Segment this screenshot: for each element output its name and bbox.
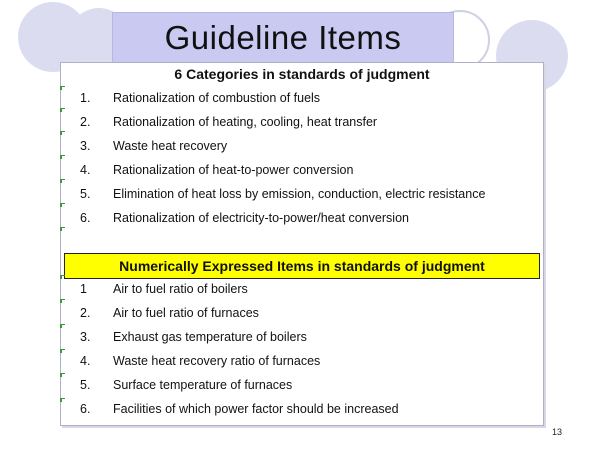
item-number: 4. [80, 163, 91, 177]
list-item [61, 115, 543, 135]
item-text: Rationalization of electricity-to-power/heat conversion [113, 211, 409, 225]
item-number: 3. [80, 330, 91, 344]
title-banner [112, 12, 454, 64]
bullet-tick-icon [60, 86, 65, 90]
list-item [61, 306, 543, 326]
item-text: Air to fuel ratio of furnaces [113, 306, 259, 320]
content-panel [60, 62, 544, 426]
bullet-tick-icon [60, 227, 65, 231]
bullet-tick-icon [60, 155, 65, 159]
bullet-tick-icon [60, 203, 65, 207]
list-item [61, 354, 543, 374]
numeric-items-heading-box [64, 253, 540, 279]
item-text: Air to fuel ratio of boilers [113, 282, 248, 296]
item-text: Elimination of heat loss by emission, conduction, electric resistance [113, 187, 486, 201]
item-number: 3. [80, 139, 91, 153]
item-number: 5. [80, 187, 91, 201]
item-text: Exhaust gas temperature of boilers [113, 330, 307, 344]
item-text: Waste heat recovery ratio of furnaces [113, 354, 321, 368]
item-number: 4. [80, 354, 91, 368]
item-number: 2. [80, 306, 91, 320]
item-number: 1 [80, 282, 87, 296]
bullet-tick-icon [60, 108, 65, 112]
bullet-tick-icon [60, 299, 65, 303]
item-number: 2. [80, 115, 91, 129]
list-item [61, 211, 543, 231]
list-item [61, 91, 543, 111]
item-text: Waste heat recovery [113, 139, 228, 153]
item-text: Rationalization of combustion of fuels [113, 91, 321, 105]
bullet-tick-icon [60, 324, 65, 328]
list-item [61, 282, 543, 302]
categories-heading: 6 Categories in standards of judgment [174, 66, 430, 82]
list-item [61, 139, 543, 159]
item-text: Rationalization of heating, cooling, heat transfer [113, 115, 378, 129]
item-text: Facilities of which power factor should be increased [113, 402, 399, 416]
item-text: Surface temperature of furnaces [113, 378, 293, 392]
bullet-tick-icon [60, 275, 65, 279]
list-item [61, 187, 543, 207]
slide-title: Guideline Items [164, 19, 402, 56]
item-text: Rationalization of heat-to-power conversion [113, 163, 354, 177]
item-number: 6. [80, 402, 91, 416]
bullet-tick-icon [60, 349, 65, 353]
item-number: 6. [80, 211, 91, 225]
bullet-tick-icon [60, 398, 65, 402]
list-item [61, 402, 543, 422]
bullet-tick-icon [60, 373, 65, 377]
bullet-tick-icon [60, 131, 65, 135]
item-number: 5. [80, 378, 91, 392]
list-item [61, 163, 543, 183]
list-item [61, 378, 543, 398]
page-number: 13 [552, 427, 563, 437]
bullet-tick-icon [60, 179, 65, 183]
item-number: 1. [80, 91, 91, 105]
numeric-items-heading: Numerically Expressed Items in standards of judgment [119, 258, 485, 274]
list-item [61, 330, 543, 350]
